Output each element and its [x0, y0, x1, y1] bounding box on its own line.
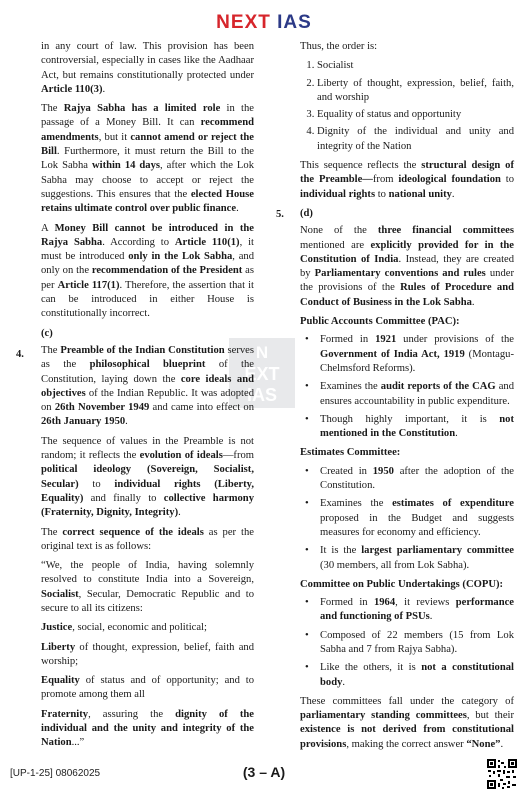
list-item: 1. Socialist	[317, 59, 514, 73]
paragraph: in any court of law. This provision has been controversial, especially in cases like the Aadhaar Act, but remains constitutionally protected under Article 110(3).	[41, 41, 254, 95]
paragraph: These committees fall under the category of parliamentary standing committees, but their existence is not derived from constitutional provisions, making the correct answer “None”.	[300, 695, 514, 750]
question-number: 5.	[276, 209, 284, 220]
right-column	[300, 40, 514, 757]
paragraph: This sequence reflects the structural design of the Preamble—from ideological foundation to individual rights to national unity.	[300, 160, 514, 200]
order-list	[300, 59, 514, 154]
qr-code-icon	[486, 758, 518, 790]
pac-list	[300, 333, 514, 441]
watermark-line1: N	[255, 343, 269, 362]
paragraph: “We, the people of India, having solemnly resolved to constitute India into a Sovereign, Socialist, Secular, Democratic Republic and to secure to all its citizens:	[41, 560, 254, 614]
paragraph: The correct sequence of the ideals as per the original text is as follows:	[41, 526, 254, 552]
paragraph: A Money Bill cannot be introduced in the Rajya Sabha. According to Article 110(1), it must be introduced only in the Lok Sabha, and only on the recommendation of the President as per Article 117(1). Therefore, the assertion that it can be introduced in either House is constitutionally incorrect.	[41, 222, 255, 320]
list-item: • Created in 1950 after the adoption of the Constitution.	[320, 465, 514, 494]
list-item: • Though highly important, it is not mentioned in the Constitution.	[320, 413, 514, 442]
brand-next: NEXT	[216, 12, 271, 33]
list-item: • It is the largest parliamentary committee (30 members, all from Lok Sabha).	[320, 544, 514, 573]
paragraph: None of the three financial committees mentioned are explicitly provided for in the Constitution of India. Instead, they are created by Parliamentary conventions and rules under the provisions of the Rules of Procedure and Conduct of Business in the Lok Sabha.	[300, 225, 515, 308]
paragraph: Justice, social, economic and political;	[41, 622, 207, 634]
paragraph: The Preamble of the Indian Constitution serves as the philosophical blueprint of the Constitution, laying down the core ideals and objectives of the Indian Republic. It was adopted on 26th November 1949 and came into effect on 26th January 1950.	[41, 344, 254, 428]
paragraph: Equality of status and of opportunity; and to promote among them all	[41, 675, 254, 701]
list-item: 2. Liberty of thought, expression, belief, faith, and worship	[317, 77, 514, 106]
paragraph: Fraternity, assuring the dignity of the individual and the unity and integrity of the Nation...”	[41, 708, 254, 749]
page-number: (3 – A)	[242, 764, 286, 780]
list-item: • Examines the audit reports of the CAG and ensures accountability in public expenditure.	[320, 380, 514, 409]
pac-heading: Public Accounts Committee (PAC):	[300, 316, 460, 328]
answer-label: (d)	[300, 207, 313, 219]
list-item: • Formed in 1921 under provisions of the Government of India Act, 1919 (Montagu-Chelmsford Reforms).	[320, 333, 514, 376]
list-item: • Formed in 1964, it reviews performance and functioning of PSUs.	[320, 596, 514, 625]
paragraph: Liberty of thought, expression, belief, faith and worship;	[41, 641, 254, 667]
paragraph: The Rajya Sabha has a limited role in the passage of a Money Bill. It can recommend amendments, but it cannot amend or reject the Bill. Furthermore, it must return the Bill to the Lok Sabha within 14 days, after which the Lok Sabha may choose to accept or reject the suggestions. This ensures that the elected House retains ultimate control over public finance.	[41, 103, 255, 215]
brand-logo	[0, 12, 528, 34]
paragraph: The sequence of values in the Preamble is not random; it reflects the evolution of ideals—from political ideology (Sovereign, Socialist, Secular) to individual rights (Liberty, Equality) and finally to collective harmony (Fraternity, Dignity, Integrity).	[41, 435, 255, 519]
watermark-line2: EXT	[244, 364, 280, 384]
list-item: • Composed of 22 members (15 from Lok Sabha and 7 from Rajya Sabha).	[320, 629, 514, 658]
order-intro: Thus, the order is:	[300, 41, 378, 52]
question-number: 4.	[16, 349, 24, 360]
list-item: 3. Equality of status and opportunity	[317, 108, 514, 122]
list-item: • Examines the estimates of expenditure proposed in the Budget and suggests measures for economy and efficiency.	[320, 497, 514, 540]
left-column	[41, 40, 254, 756]
document-code: [UP-1-25] 08062025	[10, 768, 101, 779]
estimates-list	[300, 465, 514, 573]
watermark-line3: IAS	[246, 385, 278, 405]
copu-heading: Committee on Public Undertakings (COPU):	[300, 578, 504, 590]
brand-ias: IAS	[277, 12, 312, 33]
list-item: • Like the others, it is not a constitutional body.	[320, 661, 514, 690]
list-item: 4. Dignity of the individual and unity and integrity of the Nation	[317, 125, 514, 154]
copu-list	[300, 596, 514, 690]
answer-label: (c)	[41, 327, 53, 339]
estimates-heading: Estimates Committee:	[300, 447, 401, 459]
